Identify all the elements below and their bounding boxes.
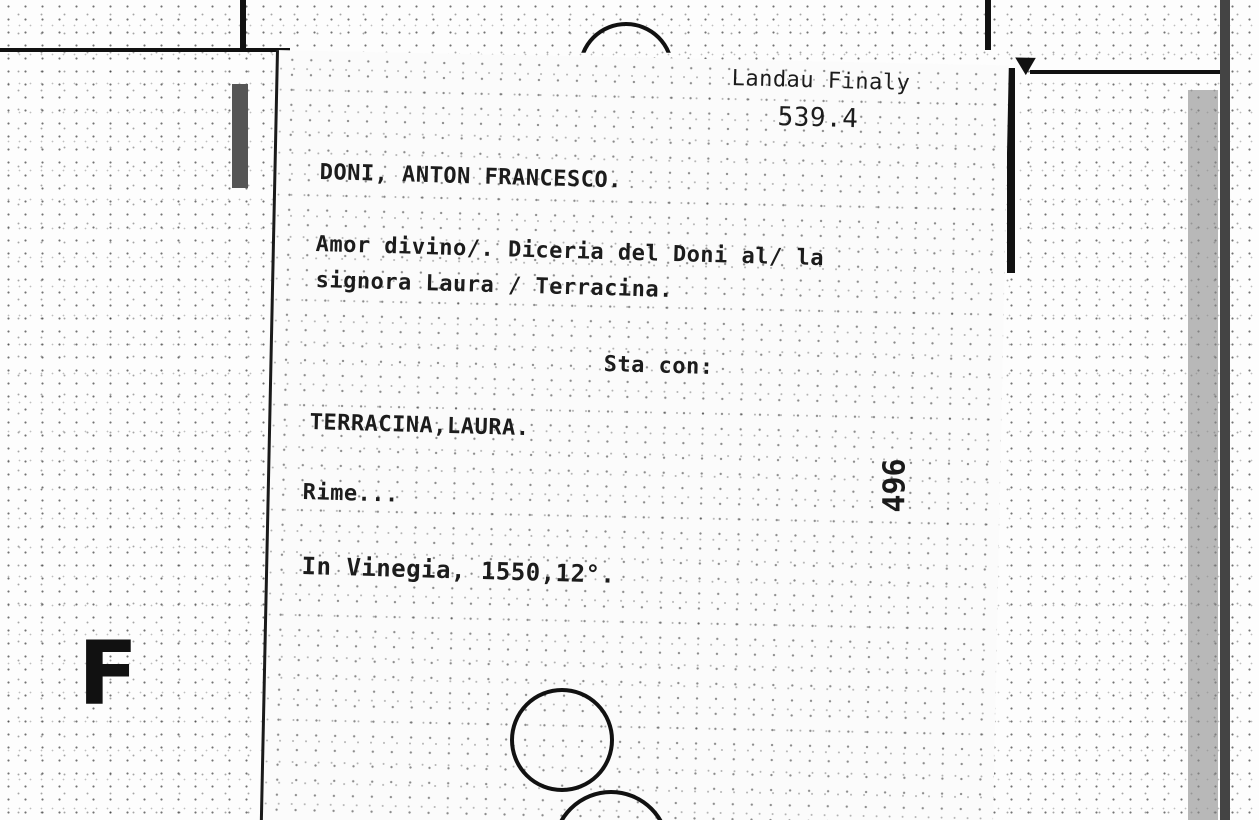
upper-card-left-edge — [240, 0, 246, 50]
bound-with-note: Sta con: — [603, 352, 714, 381]
top-left-edge-line — [0, 48, 290, 52]
card-right-edge — [1007, 68, 1015, 273]
author-heading: DONI, ANTON FRANCESCO. — [319, 160, 623, 194]
margin-letter: F — [78, 622, 139, 725]
right-shadow-edge — [1188, 90, 1218, 820]
imprint-line: In Vinegia, 1550,12°. — [301, 552, 616, 589]
second-author-heading: TERRACINA,LAURA. — [309, 410, 530, 442]
top-right-edge-line — [1030, 70, 1230, 74]
left-tab-marker — [232, 84, 248, 188]
stamped-number: 496 — [877, 458, 913, 513]
upper-card-right-edge — [985, 0, 991, 50]
right-card-edge — [1220, 0, 1230, 820]
title-line-2: signora Laura / Terracina. — [315, 268, 674, 303]
punch-hole-icon — [510, 688, 614, 792]
second-title: Rime... — [302, 480, 400, 508]
title-line-1: Amor divino/. Diceria del Doni al/ la — [315, 232, 825, 272]
shelfmark-line-2: 539.4 — [777, 102, 859, 135]
shelfmark-line-1: Landau Finaly — [731, 66, 911, 96]
